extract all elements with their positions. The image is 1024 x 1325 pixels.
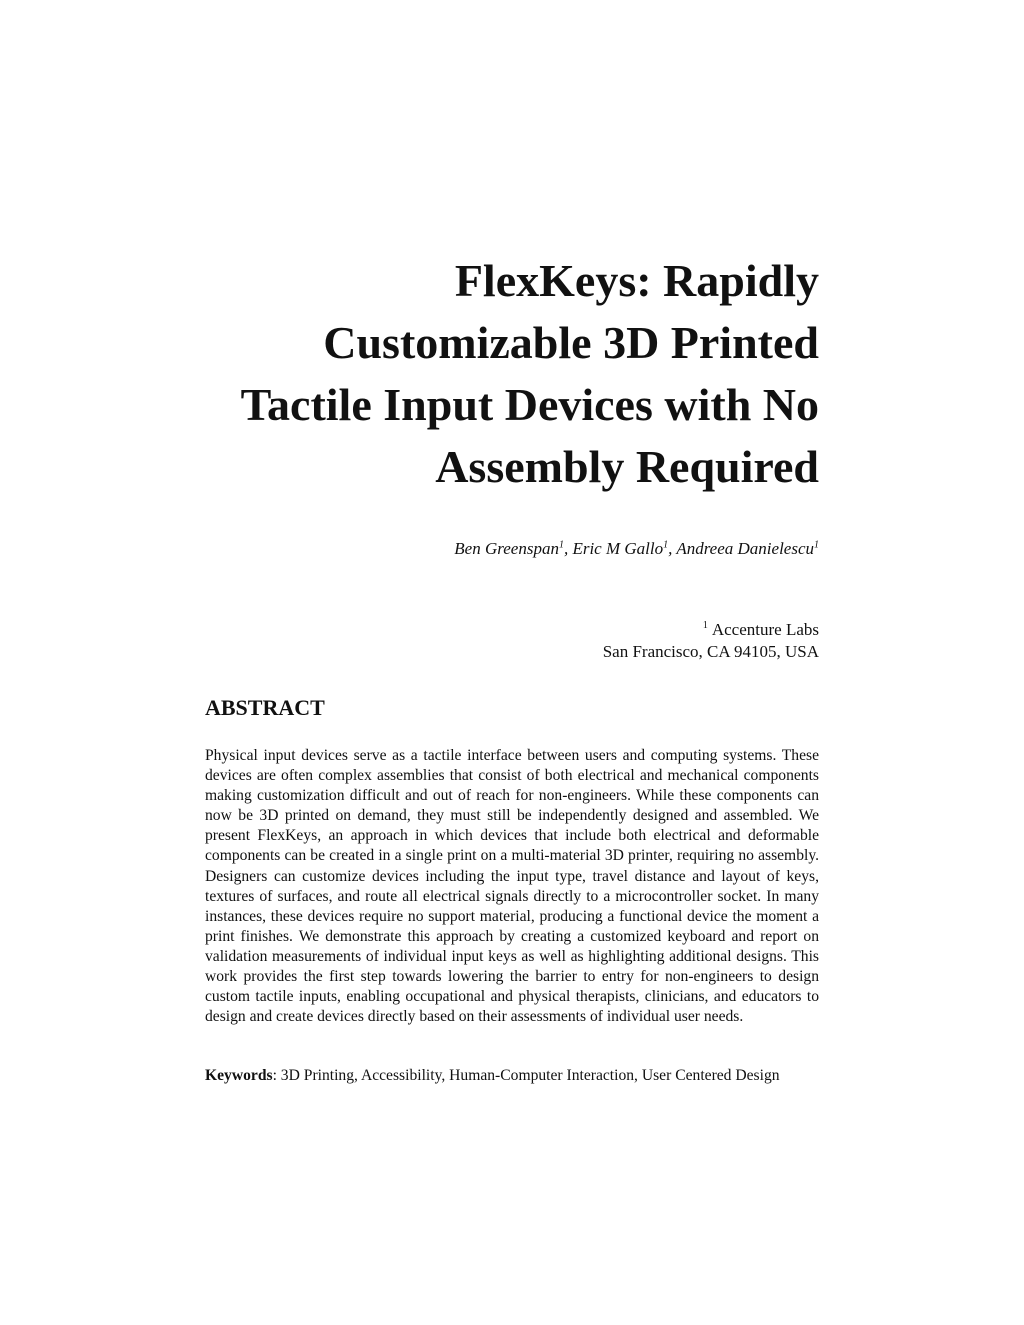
author-separator: , <box>668 539 677 558</box>
affiliation-org: Accenture Labs <box>711 620 819 639</box>
author-list <box>219 538 819 560</box>
author-name: Eric M Gallo <box>572 539 664 558</box>
affiliation-address: San Francisco, CA 94105, USA <box>602 642 819 661</box>
title-line: Customizable 3D Printed <box>323 317 819 368</box>
abstract-text: Physical input devices serve as a tactile interface between users and computing systems. These devices are often complex assemblies that consist of both electrical and mechanical components making customization difficult and out of reach for non-engineers. While these components can now be 3D printed on demand, they must still be independently designed and assembled. We present FlexKeys, an approach in which devices that include both electrical and deformable components can be created in a single print on a multi-material 3D printer, requiring no assembly. Designers can customize devices including the input type, travel distance and layout of keys, textures of surfaces, and route all electrical signals directly to a microcontroller socket. In many instances, these devices require no support material, producing a functional device the moment a print finishes. We demonstrate this approach by creating a customized keyboard and report on validation measurements of individual input keys as well as highlighting additional designs. This work provides the first step towards lowering the barrier to entry for non-engineers to design custom tactile inputs, enabling occupational and physical therapists, clinicians, and educators to design and create devices directly based on their assessments of individual user needs. <box>205 747 819 1026</box>
author-name: Ben Greenspan <box>454 539 559 558</box>
author-affiliation-mark: 1 <box>558 539 564 551</box>
author-name: Andreea Danielescu <box>676 539 814 558</box>
keywords <box>205 1066 845 1086</box>
title-line: FlexKeys: Rapidly <box>454 255 819 306</box>
affiliation-org-line <box>219 619 819 641</box>
keywords-label: Keywords <box>205 1067 273 1084</box>
abstract-heading: ABSTRACT <box>205 695 325 720</box>
affiliation <box>219 619 819 663</box>
author-affiliation-mark: 1 <box>663 539 669 551</box>
title-line: Tactile Input Devices with No <box>240 379 819 430</box>
author-separator: , <box>563 539 573 558</box>
affiliation-mark: 1 <box>702 620 708 632</box>
title-line: Assembly Required <box>435 441 819 492</box>
keywords-text: : 3D Printing, Accessibility, Human-Computer Interaction, User Centered Design <box>272 1067 780 1084</box>
author-affiliation-mark: 1 <box>814 539 819 551</box>
paper-title <box>179 250 819 498</box>
